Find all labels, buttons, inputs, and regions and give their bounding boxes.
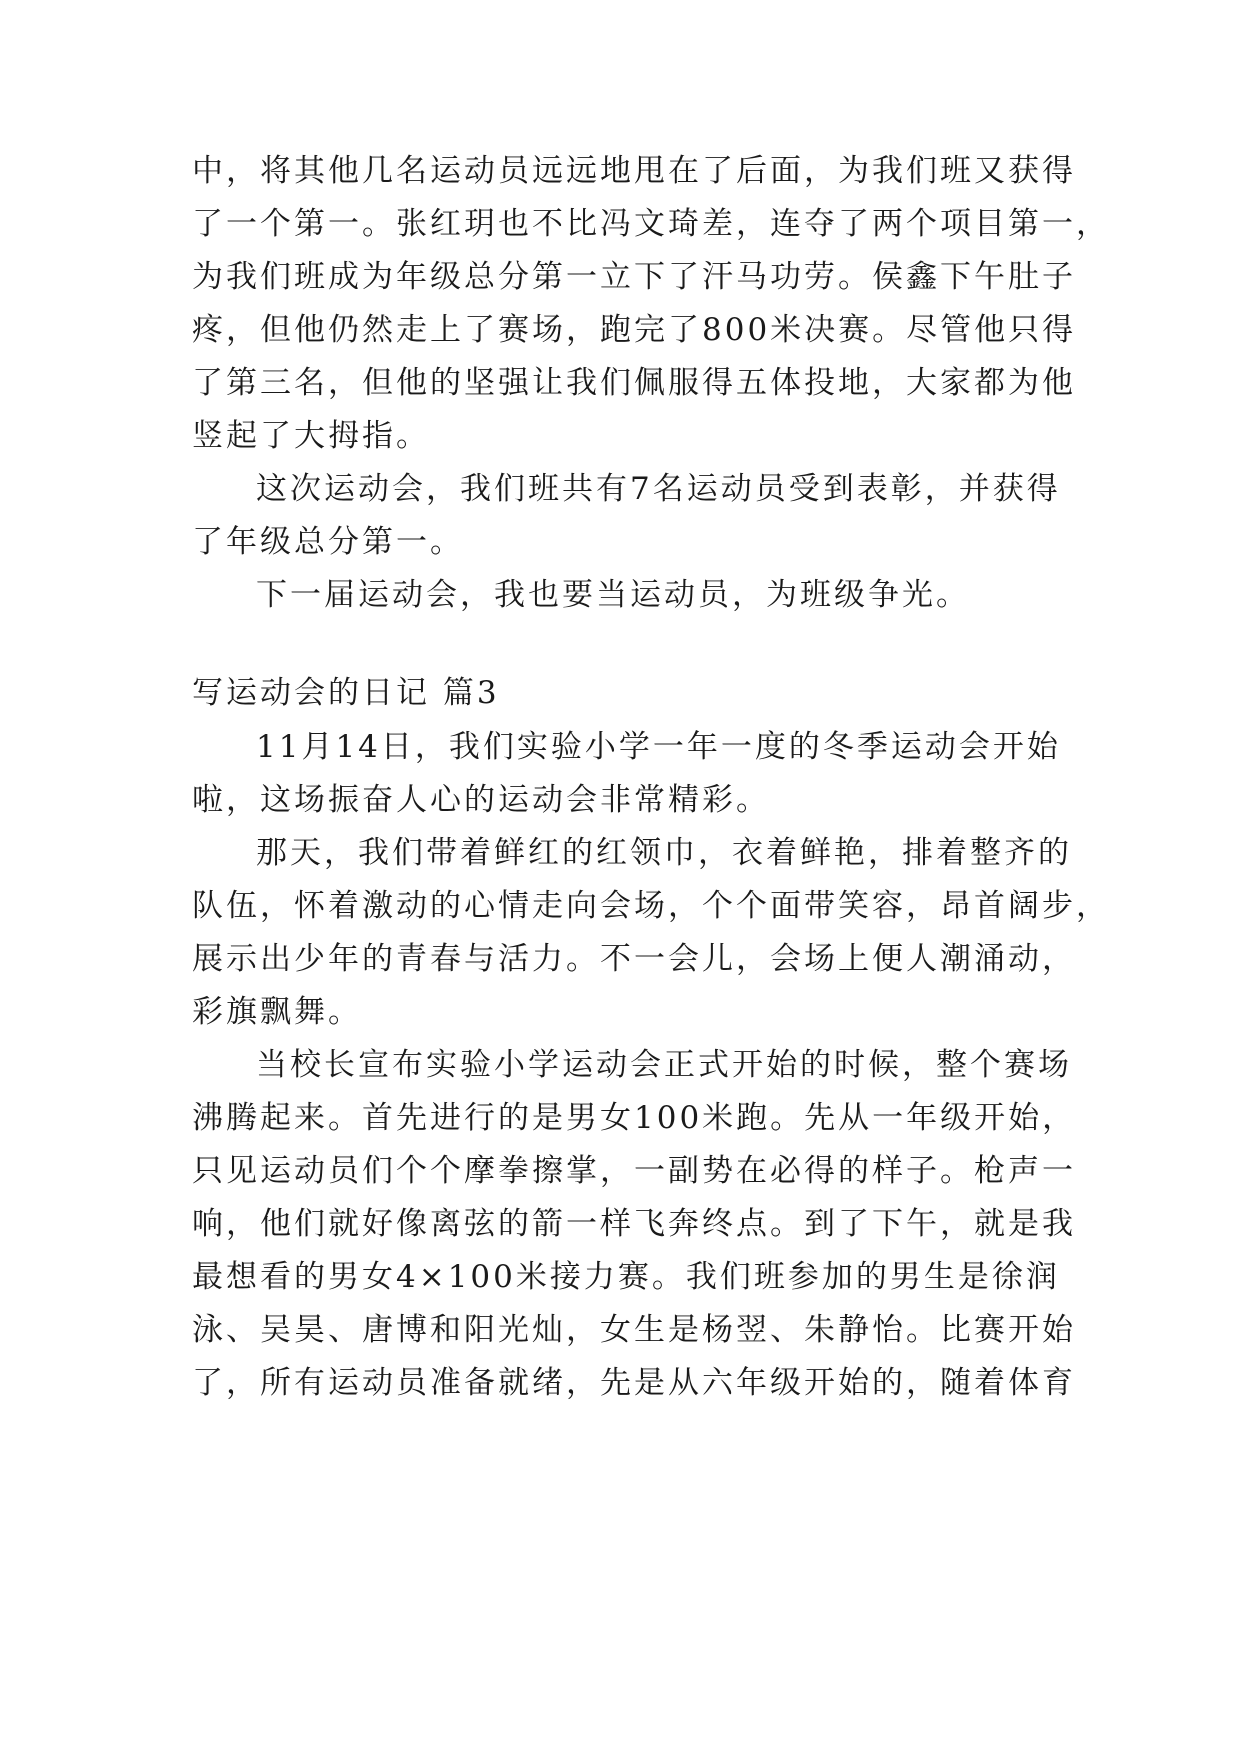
text-line: 只见运动员们个个摩拳擦掌，一副势在必得的样子。枪声一 [192, 1153, 1076, 1189]
section-heading: 写运动会的日记 篇3 [192, 675, 500, 711]
text-line: 竖起了大拇指。 [192, 418, 430, 454]
text-line: 了年级总分第一。 [192, 524, 464, 560]
text-line: 这次运动会，我们班共有7名运动员受到表彰，并获得 [256, 471, 1061, 507]
text-line: 最想看的男女4×100米接力赛。我们班参加的男生是徐润 [192, 1259, 1060, 1295]
text-line: 下一届运动会，我也要当运动员，为班级争光。 [256, 577, 970, 613]
text-line: 沸腾起来。首先进行的是男女100米跑。先从一年级开始， [192, 1100, 1077, 1136]
text-line: 了第三名，但他的坚强让我们佩服得五体投地，大家都为他 [192, 365, 1076, 401]
text-line: 中，将其他几名运动员远远地甩在了后面，为我们班又获得 [192, 153, 1076, 189]
text-line: 啦，这场振奋人心的运动会非常精彩。 [192, 782, 770, 818]
text-line: 了一个第一。张红玥也不比冯文琦差，连夺了两个项目第一， [192, 206, 1110, 242]
text-line: 展示出少年的青春与活力。不一会儿，会场上便人潮涌动， [192, 941, 1076, 977]
text-line: 当校长宣布实验小学运动会正式开始的时候，整个赛场 [256, 1047, 1072, 1083]
text-line: 泳、吴昊、唐博和阳光灿，女生是杨翌、朱静怡。比赛开始 [192, 1312, 1076, 1348]
text-line: 了，所有运动员准备就绪，先是从六年级开始的，随着体育 [192, 1365, 1076, 1401]
text-line: 那天，我们带着鲜红的红领巾，衣着鲜艳，排着整齐的 [256, 835, 1072, 871]
text-line: 彩旗飘舞。 [192, 994, 362, 1030]
text-line: 队伍，怀着激动的心情走向会场，个个面带笑容，昂首阔步， [192, 888, 1110, 924]
text-line: 响，他们就好像离弦的箭一样飞奔终点。到了下午，就是我 [192, 1206, 1076, 1242]
text-line: 为我们班成为年级总分第一立下了汗马功劳。侯鑫下午肚子 [192, 259, 1076, 295]
text-line: 疼，但他仍然走上了赛场，跑完了800米决赛。尽管他只得 [192, 312, 1077, 348]
text-line: 11月14日，我们实验小学一年一度的冬季运动会开始 [256, 729, 1061, 765]
